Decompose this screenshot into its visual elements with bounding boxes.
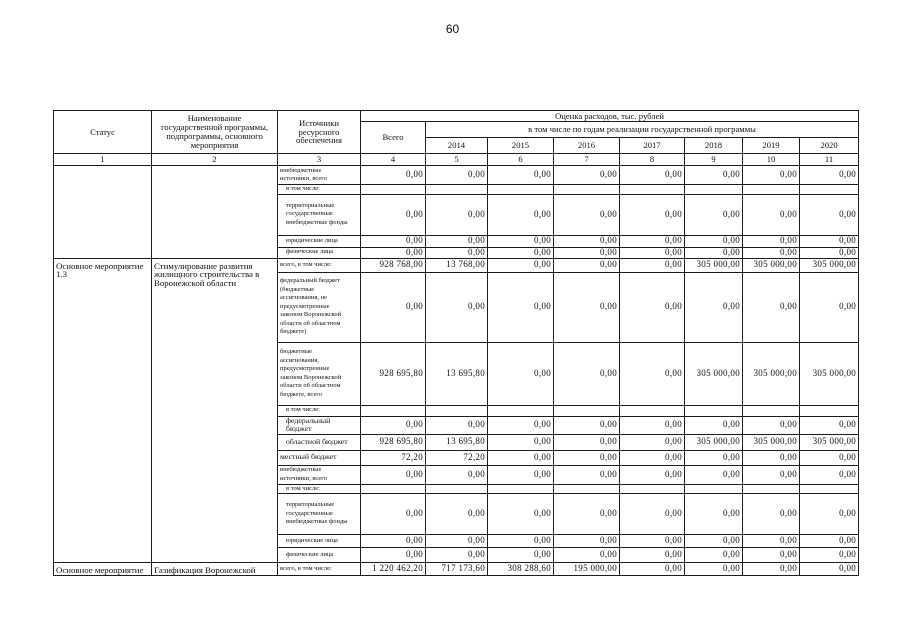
year-value-cell: 0,00	[620, 535, 685, 548]
funding-source-cell: в том числе:	[278, 185, 361, 195]
column-number: 7	[554, 154, 620, 166]
funding-source-cell: в том числе:	[278, 405, 361, 416]
funding-source-cell: федеральный бюджет (бюджетные ассигнования, не предусмотренные законом Воронежской области об областном бюджете)	[278, 272, 361, 342]
year-value-cell	[426, 484, 488, 494]
year-value-cell	[800, 405, 859, 416]
page-number: 60	[445, 22, 460, 36]
year-value-cell: 0,00	[685, 272, 743, 342]
year-value-cell	[426, 185, 488, 195]
funding-source-cell: территориальные государственные внебюджетные фонды	[278, 194, 361, 235]
funding-source-cell: в том числе:	[278, 484, 361, 494]
year-value-cell: 0,00	[620, 166, 685, 185]
year-value-cell: 0,00	[743, 416, 800, 434]
column-number: 3	[278, 154, 361, 166]
total-value-cell	[361, 405, 426, 416]
year-value-cell: 0,00	[488, 342, 554, 405]
column-number: 2	[152, 154, 278, 166]
column-number: 8	[620, 154, 685, 166]
expense-estimate-header: Оценка расходов, тыс. рублей	[361, 111, 859, 122]
year-value-cell: 0,00	[426, 494, 488, 535]
year-value-cell: 0,00	[685, 194, 743, 235]
year-value-cell: 0,00	[743, 535, 800, 548]
column-number: 11	[800, 154, 859, 166]
year-value-cell: 0,00	[426, 247, 488, 258]
total-value-cell: 0,00	[361, 494, 426, 535]
funding-source-cell: физические лица	[278, 548, 361, 563]
total-value-cell: 0,00	[361, 247, 426, 258]
year-value-cell: 0,00	[620, 194, 685, 235]
year-header: 2020	[800, 138, 859, 154]
total-value-cell: 1 220 462,20	[361, 563, 426, 576]
year-value-cell: 0,00	[554, 548, 620, 563]
year-value-cell: 0,00	[743, 194, 800, 235]
year-value-cell: 0,00	[488, 548, 554, 563]
year-value-cell: 195 000,00	[554, 563, 620, 576]
year-value-cell: 0,00	[620, 247, 685, 258]
year-value-cell	[800, 484, 859, 494]
year-value-cell: 0,00	[554, 450, 620, 465]
year-value-cell: 0,00	[743, 548, 800, 563]
year-value-cell: 0,00	[800, 194, 859, 235]
total-value-cell: 0,00	[361, 548, 426, 563]
year-value-cell: 0,00	[554, 434, 620, 450]
year-value-cell	[620, 405, 685, 416]
year-value-cell: 0,00	[488, 450, 554, 465]
year-value-cell: 0,00	[554, 247, 620, 258]
total-value-cell: 928 695,80	[361, 342, 426, 405]
year-value-cell: 0,00	[620, 548, 685, 563]
year-value-cell: 0,00	[685, 494, 743, 535]
year-value-cell	[743, 484, 800, 494]
year-value-cell: 0,00	[800, 563, 859, 576]
year-value-cell: 0,00	[685, 235, 743, 247]
year-value-cell: 0,00	[620, 258, 685, 272]
column-number: 1	[54, 154, 152, 166]
year-value-cell: 0,00	[743, 494, 800, 535]
total-value-cell: 0,00	[361, 272, 426, 342]
year-value-cell: 0,00	[554, 235, 620, 247]
status-cell: Основное мероприятие	[54, 563, 152, 576]
year-value-cell: 0,00	[488, 465, 554, 484]
year-value-cell: 0,00	[685, 247, 743, 258]
funding-source-cell: областной бюджет	[278, 434, 361, 450]
year-value-cell: 0,00	[685, 166, 743, 185]
year-value-cell: 0,00	[488, 272, 554, 342]
funding-source-cell: физические лица	[278, 247, 361, 258]
table-body	[54, 166, 859, 576]
year-value-cell: 0,00	[554, 535, 620, 548]
year-value-cell: 0,00	[554, 342, 620, 405]
year-value-cell: 0,00	[488, 494, 554, 535]
year-value-cell: 0,00	[554, 494, 620, 535]
table-row	[54, 166, 859, 185]
year-value-cell	[554, 185, 620, 195]
year-value-cell: 0,00	[743, 247, 800, 258]
total-value-cell: 0,00	[361, 166, 426, 185]
year-value-cell	[488, 484, 554, 494]
column-number: 10	[743, 154, 800, 166]
year-value-cell: 0,00	[554, 166, 620, 185]
year-value-cell	[620, 185, 685, 195]
year-header: 2016	[554, 138, 620, 154]
table-header	[54, 111, 859, 166]
year-value-cell	[685, 484, 743, 494]
year-value-cell: 0,00	[620, 434, 685, 450]
funding-source-cell: местный бюджет	[278, 450, 361, 465]
year-value-cell: 0,00	[426, 235, 488, 247]
year-value-cell: 0,00	[620, 342, 685, 405]
funding-source-cell: бюджетные ассигнования, предусмотренные законом Воронежской области об областном бюджете, всего	[278, 342, 361, 405]
year-value-cell: 0,00	[685, 416, 743, 434]
total-header: Всего	[361, 122, 426, 154]
status-header: Статус	[54, 111, 152, 154]
year-header: 2014	[426, 138, 488, 154]
funding-source-cell: юридические лица	[278, 235, 361, 247]
year-header: 2019	[743, 138, 800, 154]
event-name-cell: Газификация Воронежской	[152, 563, 278, 576]
year-value-cell: 0,00	[800, 548, 859, 563]
year-value-cell: 13 695,80	[426, 342, 488, 405]
year-value-cell: 0,00	[620, 235, 685, 247]
year-value-cell: 13 695,80	[426, 434, 488, 450]
funding-source-cell: внебюджетные источники, всего	[278, 166, 361, 185]
year-value-cell: 0,00	[488, 258, 554, 272]
funding-source-cell: всего, в том числе:	[278, 563, 361, 576]
year-value-cell: 0,00	[800, 416, 859, 434]
column-number: 5	[426, 154, 488, 166]
year-value-cell: 305 000,00	[685, 258, 743, 272]
status-cell	[54, 166, 152, 259]
total-value-cell: 72,20	[361, 450, 426, 465]
year-value-cell: 0,00	[488, 416, 554, 434]
year-value-cell	[743, 405, 800, 416]
year-value-cell: 0,00	[488, 235, 554, 247]
year-value-cell: 0,00	[800, 494, 859, 535]
year-value-cell: 0,00	[620, 272, 685, 342]
total-value-cell: 0,00	[361, 194, 426, 235]
year-value-cell: 0,00	[620, 416, 685, 434]
year-value-cell: 0,00	[620, 450, 685, 465]
total-value-cell: 928 768,00	[361, 258, 426, 272]
table-row	[54, 563, 859, 576]
status-cell: Основное мероприятие 1.3	[54, 258, 152, 563]
year-value-cell: 0,00	[685, 548, 743, 563]
year-value-cell: 717 173,60	[426, 563, 488, 576]
year-value-cell: 0,00	[800, 450, 859, 465]
funding-source-cell: всего, в том числе:	[278, 258, 361, 272]
year-value-cell: 0,00	[426, 166, 488, 185]
year-value-cell: 0,00	[800, 235, 859, 247]
year-value-cell: 0,00	[800, 535, 859, 548]
total-value-cell: 0,00	[361, 535, 426, 548]
year-value-cell: 0,00	[620, 465, 685, 484]
total-value-cell: 0,00	[361, 416, 426, 434]
year-value-cell: 0,00	[620, 494, 685, 535]
table-row	[54, 258, 859, 272]
year-value-cell: 0,00	[743, 166, 800, 185]
year-value-cell: 0,00	[800, 247, 859, 258]
event-name-cell	[152, 166, 278, 259]
year-value-cell: 0,00	[620, 563, 685, 576]
year-header: 2018	[685, 138, 743, 154]
column-number: 4	[361, 154, 426, 166]
year-value-cell: 0,00	[426, 465, 488, 484]
year-value-cell	[426, 405, 488, 416]
year-value-cell: 0,00	[743, 563, 800, 576]
year-value-cell: 0,00	[554, 272, 620, 342]
year-value-cell: 0,00	[685, 563, 743, 576]
total-value-cell	[361, 185, 426, 195]
year-value-cell	[743, 185, 800, 195]
year-value-cell: 305 000,00	[743, 434, 800, 450]
funding-source-cell: юридические лица	[278, 535, 361, 548]
year-value-cell: 0,00	[554, 258, 620, 272]
program-name-header: Наименование государственной программы, подпрограммы, основного мероприятия	[152, 111, 278, 154]
year-value-cell: 305 000,00	[800, 258, 859, 272]
total-value-cell: 0,00	[361, 465, 426, 484]
year-header: 2015	[488, 138, 554, 154]
year-header: 2017	[620, 138, 685, 154]
year-value-cell: 0,00	[554, 194, 620, 235]
year-value-cell	[554, 405, 620, 416]
year-value-cell: 0,00	[488, 194, 554, 235]
year-value-cell: 0,00	[426, 535, 488, 548]
year-value-cell: 0,00	[426, 416, 488, 434]
budget-table	[53, 110, 859, 576]
column-number: 9	[685, 154, 743, 166]
year-value-cell	[685, 185, 743, 195]
year-value-cell: 0,00	[426, 548, 488, 563]
column-numbers-row	[54, 154, 859, 166]
total-value-cell: 928 695,80	[361, 434, 426, 450]
year-value-cell: 0,00	[743, 465, 800, 484]
column-number: 6	[488, 154, 554, 166]
year-value-cell: 0,00	[685, 465, 743, 484]
funding-source-cell: территориальные государственные внебюджетные фонды	[278, 494, 361, 535]
total-value-cell	[361, 484, 426, 494]
year-value-cell	[800, 185, 859, 195]
event-name-cell: Стимулирование развития жилищного строительства в Воронежской области	[152, 258, 278, 563]
year-value-cell	[488, 185, 554, 195]
year-value-cell: 305 000,00	[800, 342, 859, 405]
year-value-cell: 305 000,00	[685, 342, 743, 405]
year-value-cell: 0,00	[743, 450, 800, 465]
year-value-cell: 0,00	[488, 535, 554, 548]
year-value-cell: 0,00	[800, 166, 859, 185]
year-value-cell: 0,00	[554, 465, 620, 484]
year-value-cell: 0,00	[426, 272, 488, 342]
year-value-cell: 305 000,00	[743, 342, 800, 405]
total-value-cell: 0,00	[361, 235, 426, 247]
year-value-cell: 72,20	[426, 450, 488, 465]
year-value-cell	[620, 484, 685, 494]
year-value-cell: 308 288,60	[488, 563, 554, 576]
funding-source-cell: федеральный бюджет	[278, 416, 361, 434]
year-value-cell: 0,00	[488, 166, 554, 185]
year-value-cell	[488, 405, 554, 416]
year-value-cell: 0,00	[685, 450, 743, 465]
funding-source-cell: внебюджетные источники, всего	[278, 465, 361, 484]
by-years-header: в том числе по годам реализации государственной программы	[426, 122, 859, 138]
year-value-cell: 0,00	[488, 247, 554, 258]
header-row	[54, 111, 859, 122]
year-value-cell: 0,00	[488, 434, 554, 450]
year-value-cell: 0,00	[743, 272, 800, 342]
year-value-cell: 0,00	[743, 235, 800, 247]
year-value-cell	[554, 484, 620, 494]
year-value-cell: 0,00	[685, 535, 743, 548]
year-value-cell: 13 768,00	[426, 258, 488, 272]
year-value-cell: 0,00	[800, 272, 859, 342]
year-value-cell: 0,00	[800, 465, 859, 484]
year-value-cell: 0,00	[426, 194, 488, 235]
year-value-cell	[685, 405, 743, 416]
year-value-cell: 305 000,00	[685, 434, 743, 450]
year-value-cell: 0,00	[554, 416, 620, 434]
year-value-cell: 305 000,00	[743, 258, 800, 272]
year-value-cell: 305 000,00	[800, 434, 859, 450]
funding-sources-header: Источники ресурсного обеспечения	[278, 111, 361, 154]
